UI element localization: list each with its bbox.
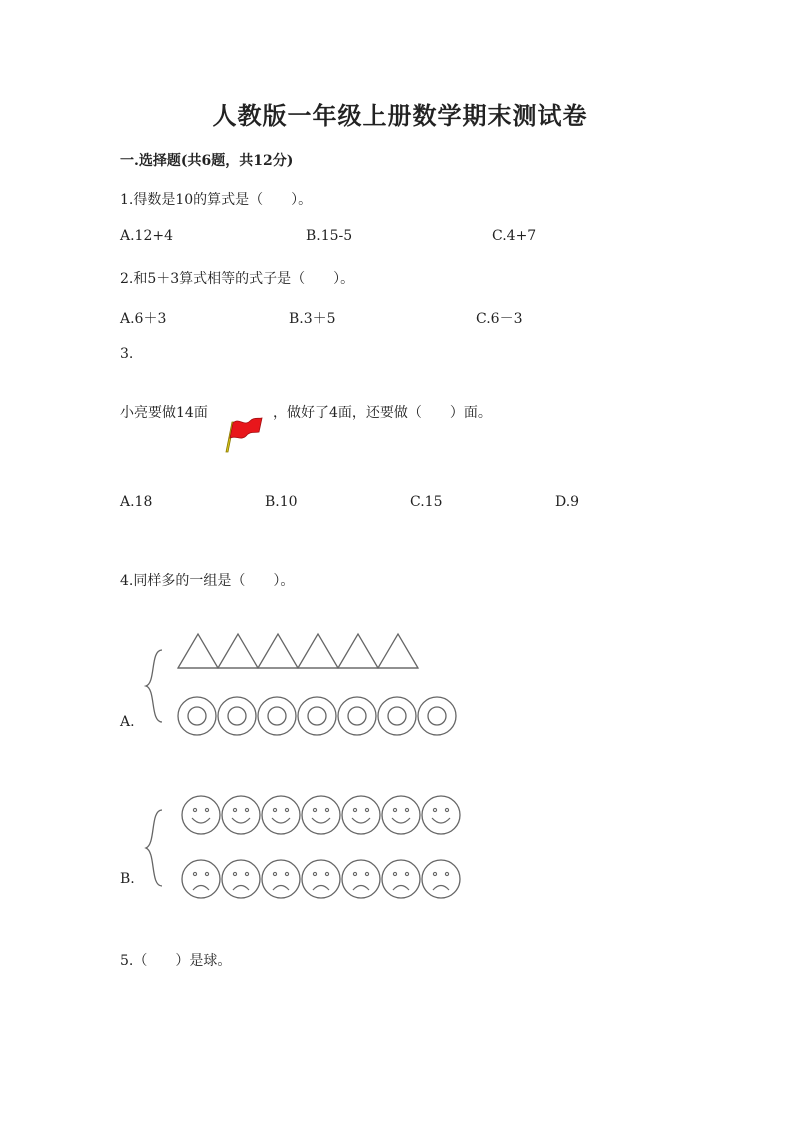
section-heading: 一.选择题(共6题，共12分) bbox=[120, 153, 294, 169]
left-brace bbox=[146, 810, 162, 886]
question-5: 5.（ ）是球。 bbox=[120, 953, 232, 969]
concentric-circle bbox=[418, 697, 456, 735]
smiling-face-icon bbox=[302, 796, 340, 834]
q4-option-a-label: A. bbox=[120, 714, 135, 730]
concentric-circle bbox=[338, 697, 376, 735]
triangle-shape bbox=[338, 634, 378, 668]
question-3-text-before: 小亮要做14面 bbox=[120, 405, 208, 421]
smiling-face-icon bbox=[342, 796, 380, 834]
q4-option-b-label: B. bbox=[120, 871, 135, 887]
q2-option-c: C.6－3 bbox=[476, 311, 523, 327]
q1-option-a: A.12+4 bbox=[120, 228, 174, 244]
sad-face-icon bbox=[382, 860, 420, 898]
sad-face-icon bbox=[182, 860, 220, 898]
sad-face-row bbox=[182, 860, 460, 898]
left-brace bbox=[146, 650, 162, 722]
question-1: 1.得数是10的算式是（ ）。 bbox=[120, 192, 313, 208]
sad-face-icon bbox=[262, 860, 300, 898]
q1-option-b: B.15-5 bbox=[306, 228, 353, 244]
smiling-face-icon bbox=[222, 796, 260, 834]
concentric-circle bbox=[218, 697, 256, 735]
page-title: 人教版一年级上册数学期末测试卷 bbox=[212, 101, 588, 130]
q4-option-a-figure bbox=[140, 628, 470, 742]
question-4: 4.同样多的一组是（ ）。 bbox=[120, 573, 295, 589]
smiling-face-icon bbox=[182, 796, 220, 834]
q2-option-b: B.3＋5 bbox=[289, 311, 336, 327]
smiling-face-icon bbox=[382, 796, 420, 834]
triangle-shape bbox=[298, 634, 338, 668]
question-3-number: 3. bbox=[120, 346, 134, 362]
sad-face-icon bbox=[422, 860, 460, 898]
triangle-shape bbox=[178, 634, 218, 668]
smiling-face-row bbox=[182, 796, 460, 834]
concentric-circle bbox=[378, 697, 416, 735]
concentric-circle bbox=[178, 697, 216, 735]
triangle-shape bbox=[258, 634, 298, 668]
question-3-text-after: ，做好了4面，还要做（ ）面。 bbox=[273, 405, 492, 421]
triangle-shape bbox=[378, 634, 418, 668]
concentric-circle bbox=[258, 697, 296, 735]
q1-option-c: C.4+7 bbox=[492, 228, 537, 244]
q3-option-c: C.15 bbox=[410, 494, 443, 510]
q3-option-b: B.10 bbox=[265, 494, 298, 510]
question-2: 2.和5＋3算式相等的式子是（ ）。 bbox=[120, 271, 355, 287]
q4-option-b-figure bbox=[140, 792, 470, 904]
sad-face-icon bbox=[342, 860, 380, 898]
q2-option-a: A.6＋3 bbox=[120, 311, 167, 327]
concentric-circle-row bbox=[178, 697, 456, 735]
red-flag-icon bbox=[224, 412, 266, 454]
concentric-circle bbox=[298, 697, 336, 735]
q3-option-d: D.9 bbox=[555, 494, 580, 510]
q3-option-a: A.18 bbox=[120, 494, 153, 510]
triangle-shape bbox=[218, 634, 258, 668]
triangle-row bbox=[178, 634, 418, 668]
sad-face-icon bbox=[222, 860, 260, 898]
smiling-face-icon bbox=[422, 796, 460, 834]
sad-face-icon bbox=[302, 860, 340, 898]
smiling-face-icon bbox=[262, 796, 300, 834]
